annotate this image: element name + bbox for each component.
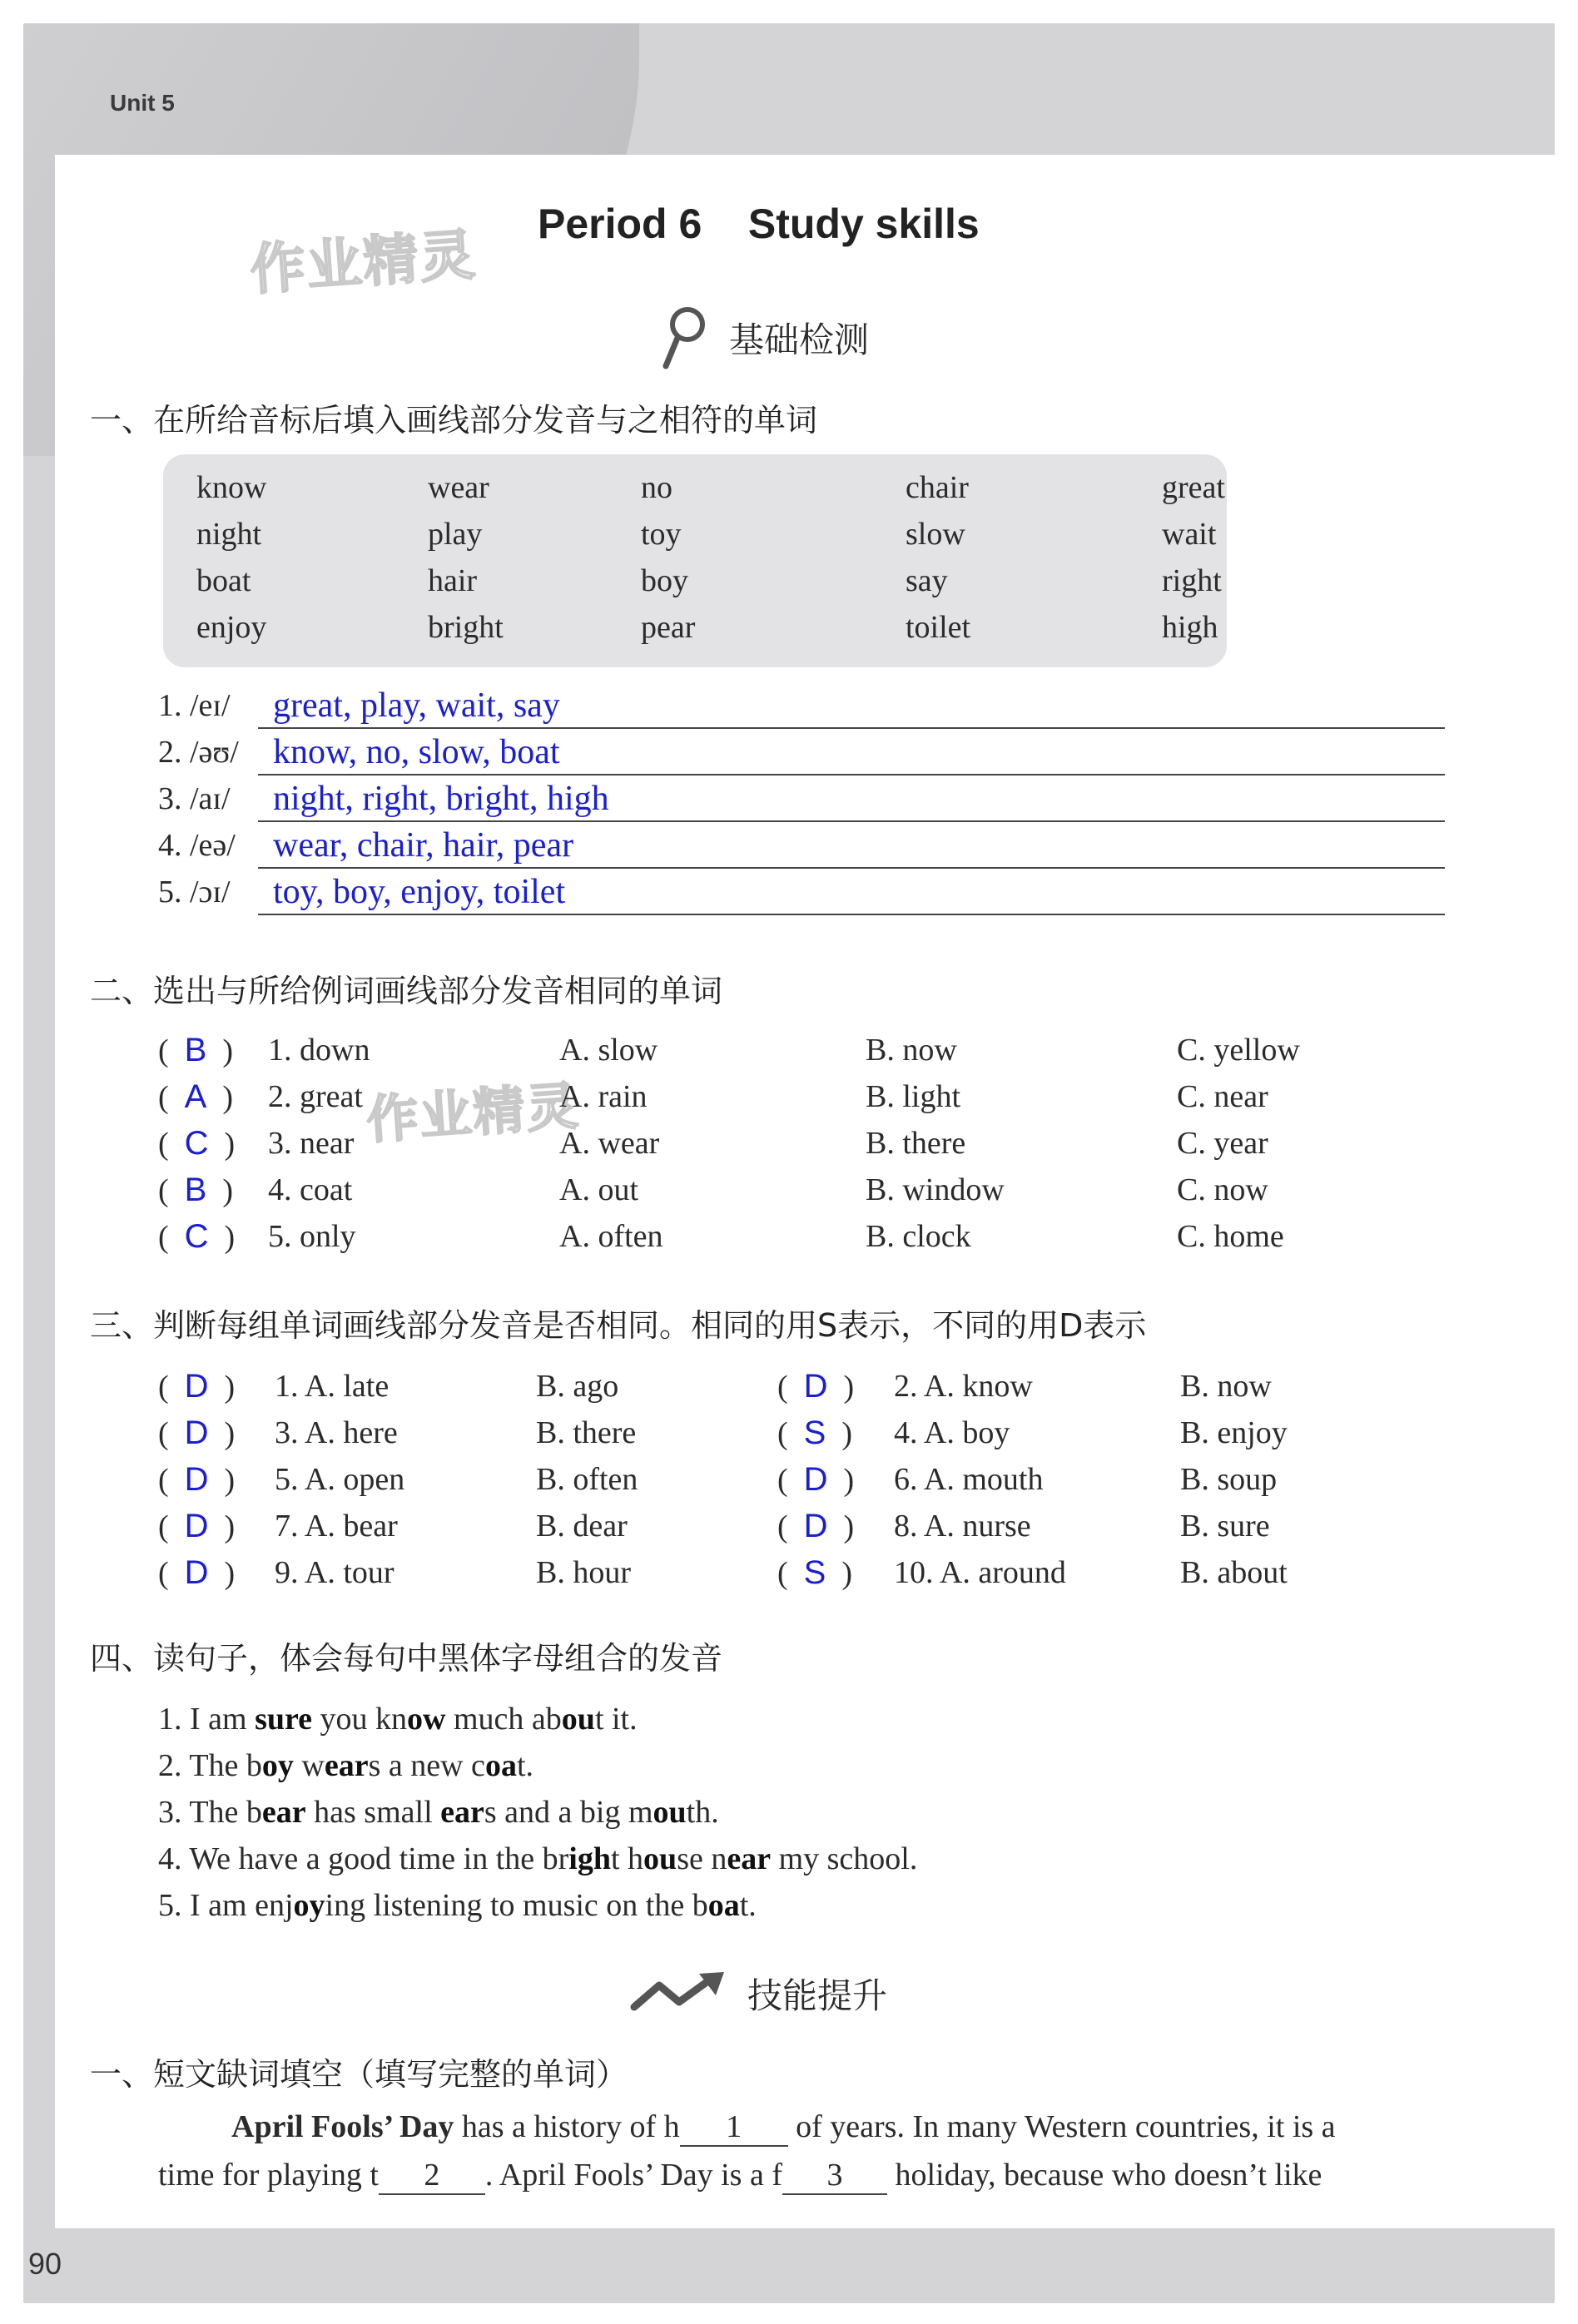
- option-a: A. out: [559, 1172, 638, 1207]
- answer-letter[interactable]: D: [803, 1368, 828, 1405]
- passage-line-1: [231, 2108, 1336, 2147]
- answer-bracket[interactable]: ( D ): [777, 1508, 855, 1544]
- passage-text: of years. In many Western countries, it is a: [787, 2109, 1336, 2144]
- pair-word-a: 3. A. here: [275, 1415, 398, 1450]
- answer-letter[interactable]: D: [184, 1508, 209, 1544]
- section-heading-4: 四、读句子，体会每句中黑体字母组合的发音: [90, 1640, 723, 1677]
- answer-line: [258, 820, 1445, 822]
- blank-1[interactable]: 1: [680, 2108, 788, 2147]
- sentence-text: you kn: [312, 1702, 408, 1737]
- bold-letters: sure: [255, 1702, 313, 1737]
- answer-text[interactable]: toy, boy, enjoy, toilet: [273, 873, 566, 911]
- bold-letters: oy: [293, 1888, 325, 1923]
- answer-line: [258, 914, 1445, 915]
- practice-sentence: [158, 1887, 757, 1924]
- question-word: 3. near: [268, 1126, 355, 1161]
- answer-text[interactable]: great, play, wait, say: [273, 686, 560, 725]
- bold-letters: ou: [653, 1795, 687, 1830]
- bold-letters: ou: [561, 1702, 595, 1737]
- answer-letter[interactable]: D: [184, 1415, 209, 1451]
- sound-word: high: [1162, 610, 1218, 645]
- sentence-text: se n: [677, 1841, 727, 1876]
- sound-word: chair: [906, 470, 969, 505]
- answer-row: [158, 780, 1445, 825]
- trend-arrow-icon: [629, 1970, 729, 2017]
- sentence-text: s and a big m: [484, 1795, 653, 1830]
- passage-bold-title: April Fools’ Day: [231, 2109, 454, 2144]
- sound-word: toy: [641, 517, 682, 552]
- pair-word-a: 4. A. boy: [894, 1415, 1010, 1450]
- sentence-text: 4. We have a good time in the br: [158, 1841, 569, 1876]
- question-word: 4. coat: [268, 1172, 353, 1207]
- bold-letters: oa: [484, 1748, 517, 1783]
- question-word: 1. down: [268, 1033, 370, 1068]
- answer-row: [158, 687, 1445, 732]
- sound-word: pear: [641, 610, 696, 645]
- sentence-text: t h: [610, 1841, 644, 1876]
- option-b: B. light: [866, 1079, 961, 1114]
- pair-word-b: B. sure: [1180, 1509, 1270, 1544]
- answer-row: [158, 734, 1445, 779]
- pair-word-a: 7. A. bear: [275, 1509, 398, 1544]
- page-title: Period 6 Study skills: [538, 201, 980, 247]
- sound-word: toilet: [906, 610, 971, 645]
- pair-word-b: B. there: [536, 1415, 637, 1450]
- option-c: C. year: [1177, 1126, 1268, 1161]
- pair-word-a: 10. A. around: [894, 1555, 1066, 1590]
- pair-word-b: B. now: [1180, 1369, 1272, 1404]
- passage-text: has a history of h: [454, 2109, 680, 2144]
- answer-bracket[interactable]: ( C ): [158, 1125, 236, 1162]
- sentence-text: 2. The b: [158, 1748, 262, 1783]
- sound-word: boat: [196, 563, 251, 598]
- sentence-text: my school.: [771, 1841, 918, 1876]
- section-heading-3: 三、判断每组单词画线部分发音是否相同。相同的用S表示，不同的用D表示: [90, 1307, 1147, 1344]
- answer-bracket[interactable]: ( S ): [777, 1415, 852, 1451]
- bold-letters: ear: [324, 1748, 369, 1783]
- answer-letter[interactable]: D: [803, 1461, 828, 1498]
- pair-word-a: 8. A. nurse: [894, 1509, 1031, 1544]
- option-a: A. wear: [559, 1126, 660, 1161]
- pair-word-a: 5. A. open: [275, 1462, 405, 1497]
- sentence-text: much ab: [445, 1702, 562, 1737]
- sentence-text: 1. I am: [158, 1702, 256, 1737]
- passage-text: holiday, because who doesn’t like: [887, 2158, 1322, 2193]
- answer-letter[interactable]: B: [184, 1032, 207, 1068]
- pair-word-b: B. dear: [536, 1509, 628, 1544]
- phonetic-label: 4. /eə/: [158, 828, 236, 863]
- sound-word: enjoy: [196, 610, 267, 645]
- answer-line: [258, 774, 1445, 775]
- practice-sentence: [158, 1701, 638, 1737]
- option-a: A. rain: [559, 1079, 648, 1114]
- sentence-text: th.: [686, 1795, 719, 1830]
- sound-word: boy: [641, 563, 688, 598]
- option-c: C. yellow: [1177, 1033, 1300, 1068]
- bold-letters: igh: [568, 1841, 611, 1876]
- sound-word: wait: [1162, 517, 1217, 552]
- pair-word-b: B. ago: [536, 1369, 619, 1404]
- pair-word-a: 2. A. know: [894, 1369, 1033, 1404]
- answer-bracket[interactable]: ( B ): [158, 1032, 233, 1068]
- passage-text: time for playing t: [158, 2158, 379, 2193]
- bold-letters: ou: [643, 1841, 677, 1876]
- sound-word: slow: [906, 517, 965, 552]
- sound-word: play: [428, 517, 483, 552]
- answer-bracket[interactable]: ( S ): [777, 1554, 852, 1591]
- question-word: 2. great: [268, 1079, 363, 1114]
- option-c: C. near: [1177, 1079, 1268, 1114]
- sentence-text: s a new c: [368, 1748, 485, 1783]
- page-number: 90: [28, 2247, 62, 2281]
- answer-letter[interactable]: B: [184, 1172, 207, 1208]
- pair-word-b: B. often: [536, 1462, 638, 1497]
- answer-line: [258, 727, 1445, 729]
- section-heading-5: 一、短文缺词填空（填写完整的单词）: [90, 2056, 628, 2093]
- answer-text[interactable]: know, no, slow, boat: [273, 733, 560, 771]
- bold-letters: oa: [707, 1888, 740, 1923]
- answer-letter[interactable]: D: [184, 1461, 209, 1498]
- practice-sentence: [158, 1841, 917, 1877]
- answer-row: [158, 827, 1445, 872]
- sound-word: know: [196, 470, 267, 505]
- option-a: A. often: [559, 1219, 663, 1254]
- sound-word: no: [641, 470, 672, 505]
- pair-word-a: 1. A. late: [275, 1369, 390, 1404]
- blank-3[interactable]: 3: [782, 2157, 887, 2195]
- banner-label: 技能提升: [747, 1975, 888, 2016]
- answer-letter[interactable]: D: [184, 1554, 209, 1591]
- answer-bracket[interactable]: ( C ): [158, 1218, 236, 1255]
- bold-letters: oy: [261, 1748, 294, 1783]
- passage-text: . April Fools’ Day is a f: [484, 2158, 782, 2193]
- sentence-text: t.: [739, 1888, 757, 1923]
- section-banner-basic: [658, 305, 869, 371]
- sentence-text: 5. I am enj: [158, 1888, 294, 1923]
- answer-line: [258, 867, 1445, 869]
- magnifier-icon: [658, 305, 711, 371]
- banner-label: 基础检测: [729, 320, 870, 360]
- answer-letter[interactable]: S: [803, 1554, 826, 1591]
- pair-word-a: 9. A. tour: [275, 1555, 394, 1590]
- answer-bracket[interactable]: ( D ): [777, 1461, 855, 1498]
- option-b: B. now: [866, 1033, 957, 1068]
- answer-letter[interactable]: C: [184, 1125, 209, 1162]
- answer-bracket[interactable]: ( D ): [158, 1461, 236, 1498]
- sentence-text: t it.: [594, 1702, 638, 1737]
- sound-word: right: [1162, 563, 1222, 598]
- pair-word-b: B. enjoy: [1180, 1415, 1288, 1450]
- answer-bracket[interactable]: ( D ): [158, 1508, 236, 1544]
- answer-letter[interactable]: D: [803, 1508, 828, 1544]
- bold-letters: ow: [407, 1702, 446, 1737]
- phonetic-label: 2. /əʊ/: [158, 735, 239, 770]
- answer-bracket[interactable]: ( A ): [158, 1078, 233, 1115]
- option-c: C. home: [1177, 1219, 1284, 1254]
- sentence-text: 3. The b: [158, 1795, 262, 1830]
- option-b: B. there: [866, 1126, 966, 1161]
- bold-letters: ear: [440, 1795, 484, 1830]
- question-word: 5. only: [268, 1219, 356, 1254]
- sound-word: great: [1162, 470, 1225, 505]
- option-c: C. now: [1177, 1172, 1268, 1207]
- sound-word: night: [196, 517, 262, 552]
- pair-word-b: B. hour: [536, 1555, 631, 1590]
- answer-letter[interactable]: C: [184, 1218, 209, 1255]
- practice-sentence: [158, 1794, 719, 1831]
- sentence-text: ing listening to music on the b: [325, 1888, 708, 1923]
- passage-line-2: [158, 2157, 1322, 2195]
- unit-label: Unit 5: [110, 90, 175, 116]
- blank-2[interactable]: 2: [379, 2157, 485, 2195]
- answer-bracket[interactable]: ( D ): [158, 1554, 236, 1591]
- answer-bracket[interactable]: ( D ): [158, 1415, 236, 1451]
- pair-word-b: B. about: [1180, 1555, 1288, 1590]
- sound-word: bright: [428, 610, 504, 645]
- watermark: 作业精灵: [365, 1075, 582, 1151]
- practice-sentence: [158, 1747, 533, 1784]
- option-a: A. slow: [559, 1033, 658, 1068]
- section-heading-1: 一、在所给音标后填入画线部分发音与之相符的单词: [90, 402, 818, 439]
- answer-bracket[interactable]: ( B ): [158, 1172, 233, 1208]
- section-heading-2: 二、选出与所给例词画线部分发音相同的单词: [90, 973, 723, 1009]
- phonetic-label: 5. /ɔɪ/: [158, 875, 231, 909]
- sound-word: hair: [428, 563, 478, 598]
- pair-word-a: 6. A. mouth: [894, 1462, 1044, 1497]
- section-banner-skills: [629, 1969, 887, 2019]
- sentence-text: has small: [305, 1795, 441, 1830]
- sentence-text: t.: [516, 1748, 533, 1783]
- word-box: [163, 454, 1227, 667]
- watermark: 作业精灵: [248, 222, 479, 303]
- answer-row: [158, 874, 1445, 919]
- sentence-text: w: [293, 1748, 325, 1783]
- answer-text[interactable]: wear, chair, hair, pear: [273, 826, 574, 865]
- option-b: B. window: [866, 1172, 1005, 1207]
- answer-text[interactable]: night, right, bright, high: [273, 780, 609, 818]
- answer-bracket[interactable]: ( D ): [777, 1368, 855, 1405]
- bold-letters: ear: [727, 1841, 772, 1876]
- phonetic-label: 3. /aɪ/: [158, 781, 231, 816]
- answer-bracket[interactable]: ( D ): [158, 1368, 236, 1405]
- sound-word: say: [906, 563, 948, 598]
- sound-word: wear: [428, 470, 489, 505]
- answer-letter[interactable]: A: [184, 1078, 207, 1115]
- answer-letter[interactable]: D: [184, 1368, 209, 1405]
- pair-word-b: B. soup: [1180, 1462, 1278, 1497]
- phonetic-label: 1. /eɪ/: [158, 688, 231, 723]
- bold-letters: ear: [261, 1795, 306, 1830]
- option-b: B. clock: [866, 1219, 971, 1254]
- answer-letter[interactable]: S: [803, 1415, 826, 1451]
